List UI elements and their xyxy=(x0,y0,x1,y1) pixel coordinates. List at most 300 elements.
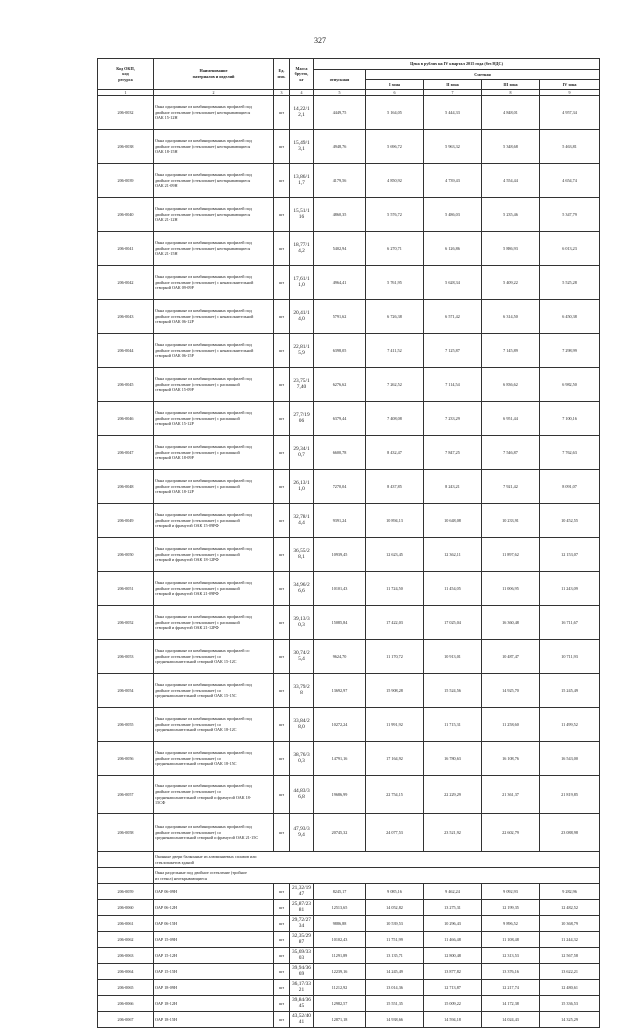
row-price-release: 4948,76 xyxy=(314,130,366,164)
table-row xyxy=(98,470,600,504)
row-price-zone-2: 5 963,32 xyxy=(424,130,482,164)
row-price-zone-4: 9 282,96 xyxy=(540,884,600,900)
row-price-zone-3: 5 886,93 xyxy=(482,232,540,266)
row-name-line: Окна однорамные из комбинированных профилей под xyxy=(155,376,252,382)
page-number: 327 xyxy=(314,36,326,45)
row-price-zone-2: 11 454,05 xyxy=(424,572,482,606)
row-unit: шт xyxy=(274,368,290,402)
header-unit: Ед. xyxy=(278,68,285,74)
row-name-line: двойное остекление (стеклопакет) со xyxy=(155,687,222,693)
header-name-2: материалов и изделий xyxy=(192,74,235,79)
table-row xyxy=(98,96,600,130)
row-price-zone-1: 14 245,49 xyxy=(366,964,424,980)
row-price-zone-2: 7 114,54 xyxy=(424,368,482,402)
row-price-release: 10101,43 xyxy=(314,572,366,606)
row-name-line: средненаполнительной створкой и фрамугой ОАК 18- xyxy=(155,794,252,800)
row-name-line: средненаполнительной створкой ОАК 18-15С xyxy=(155,761,237,767)
row-mass-line: 14,22/1 xyxy=(293,105,310,112)
row-price-zone-2: 15 524,56 xyxy=(424,674,482,708)
row-price-release: 7270,04 xyxy=(314,470,366,504)
row-name-line: двойное остекление (стеклопакет) неоткрывающиеся xyxy=(155,143,251,149)
row-price-zone-4: 13 622,21 xyxy=(540,964,600,980)
row-price-zone-2: 7 847,25 xyxy=(424,436,482,470)
table-row xyxy=(98,334,600,368)
row-code: 206-0049 xyxy=(98,504,154,538)
row-unit: шт xyxy=(274,916,290,932)
row-price-zone-1: 17 422,03 xyxy=(366,606,424,640)
row-unit: шт xyxy=(274,436,290,470)
table-row xyxy=(98,538,600,572)
row-name-line: ОАК 18-15Н xyxy=(155,149,178,155)
row-price-zone-3: 14 925,70 xyxy=(482,674,540,708)
row-price-zone-2: 6 571,42 xyxy=(424,300,482,334)
row-mass-line: 5,4 xyxy=(298,655,305,662)
row-name xyxy=(154,640,274,674)
row-price-release: 8245,17 xyxy=(314,884,366,900)
row-price-zone-2: 23 521,92 xyxy=(424,814,482,852)
row-price-zone-1: 6 726,38 xyxy=(366,300,424,334)
row-price-zone-4: 7 100,16 xyxy=(540,402,600,436)
row-mass-line: 5,9 xyxy=(298,349,305,356)
table-row xyxy=(98,948,600,964)
row-code: 206-0048 xyxy=(98,470,154,504)
row-unit: шт xyxy=(274,198,290,232)
row-name-line: двойное остекление (стеклопакет) неоткрывающиеся xyxy=(155,109,251,115)
row-mass xyxy=(290,572,314,606)
table-row xyxy=(98,300,600,334)
row-price-zone-2: 9 462,24 xyxy=(424,884,482,900)
row-name-line: двойное остекление (стеклопакет) со xyxy=(155,721,222,727)
section-line: стеклопакетов зданий xyxy=(155,859,194,865)
row-name-line: створкой ОАК 18-12Р xyxy=(155,489,194,495)
row-name-line: Окна однорамные из комбинированных профилей под xyxy=(155,478,252,484)
row-price-zone-2: 13 877,82 xyxy=(424,964,482,980)
row-price-zone-3: 6 314,50 xyxy=(482,300,540,334)
row-name-line: Окна однорамные из комбинированных профилей под xyxy=(155,172,252,178)
row-price-zone-3: 16 108,76 xyxy=(482,742,540,776)
row-code: 206-0058 xyxy=(98,814,154,852)
row-code: 206-0067 xyxy=(98,1012,154,1028)
row-mass-line: 4,2 xyxy=(298,247,305,254)
row-price-release: 12239,16 xyxy=(314,964,366,980)
header-mass-2: брутто, xyxy=(294,71,309,77)
row-price-zone-1: 13 135,71 xyxy=(366,948,424,964)
table-row xyxy=(98,130,600,164)
row-unit: шт xyxy=(274,232,290,266)
row-code: 206-0057 xyxy=(98,776,154,814)
row-mass xyxy=(290,266,314,300)
row-price-zone-1: 7 262,52 xyxy=(366,368,424,402)
row-mass-line: 21 xyxy=(298,986,305,993)
table-row xyxy=(98,884,600,900)
row-mass xyxy=(290,884,314,900)
row-price-zone-1: 6 270,71 xyxy=(366,232,424,266)
header-code: Код ОКП, xyxy=(116,65,135,71)
table-row xyxy=(98,674,600,708)
row-price-zone-4: 6 013,23 xyxy=(540,232,600,266)
row-price-zone-3: 11 006,95 xyxy=(482,572,540,606)
row-name-line: створкой ОАК 15-12Р xyxy=(155,421,194,427)
row-name-line: Окна однорамные из комбинированных профилей под xyxy=(155,138,252,144)
row-mass xyxy=(290,334,314,368)
colnum: 1 xyxy=(98,90,154,96)
row-name xyxy=(154,368,274,402)
row-price-zone-2: 15 009,22 xyxy=(424,996,482,1012)
row-code: 206-0054 xyxy=(98,674,154,708)
table-row xyxy=(98,266,600,300)
row-name-line: двойное остекление (стеклопакет) с распашной xyxy=(155,415,240,421)
row-mass-line: 4,0 xyxy=(298,315,305,322)
row-mass-line: 4,4 xyxy=(298,519,305,526)
row-price-release: 10272,24 xyxy=(314,708,366,742)
row-price-zone-4: 15 245,49 xyxy=(540,674,600,708)
table-row xyxy=(98,776,600,814)
row-price-zone-3: 7 546,87 xyxy=(482,436,540,470)
row-price-zone-1: 8 432,47 xyxy=(366,436,424,470)
row-price-zone-3: 14 172,38 xyxy=(482,996,540,1012)
row-mass xyxy=(290,130,314,164)
row-code: 206-0047 xyxy=(98,436,154,470)
header-name: Наименование xyxy=(199,68,228,74)
row-name-line: двойное остекление (стеклопакет) с распашной xyxy=(155,619,240,625)
row-price-zone-3: 22 602,79 xyxy=(482,814,540,852)
row-mass-line: 44,83/3 xyxy=(293,787,310,794)
row-name: ОАР 06-09Н xyxy=(154,884,274,900)
row-price-zone-3: 21 361,37 xyxy=(482,776,540,814)
row-mass-line: 29,34/1 xyxy=(293,445,310,452)
header-code-3: ресурса xyxy=(118,76,133,82)
row-mass-line: 6,8 xyxy=(298,793,305,800)
header-estimate: Сметная xyxy=(366,70,600,80)
row-price-zone-1: 11 751,99 xyxy=(366,932,424,948)
row-unit: шт xyxy=(274,164,290,198)
row-price-zone-1: 13 014,36 xyxy=(366,980,424,996)
section-line: Окна раздельные под двойное остекление (тройное xyxy=(155,869,247,875)
row-price-zone-3: 9 896,52 xyxy=(482,916,540,932)
colnum: 4 xyxy=(290,90,314,96)
row-name-line: створкой и фрамугой ОАК 21-09РФ xyxy=(155,591,219,597)
row-mass-line: 30,74/2 xyxy=(293,649,310,656)
row-name xyxy=(154,334,274,368)
row-mass-line: 18,77/1 xyxy=(293,241,310,248)
row-price-zone-4: 11 499,52 xyxy=(540,708,600,742)
row-price-zone-3: 6 951,44 xyxy=(482,402,540,436)
row-name xyxy=(154,708,274,742)
row-price-zone-4: 11 244,32 xyxy=(540,932,600,948)
row-name-line: Окна однорамные из комбинированных профилей под xyxy=(155,783,252,789)
row-mass-line: 36,17/33 xyxy=(291,980,312,987)
row-code: 206-0042 xyxy=(98,266,154,300)
row-mass-line: 69 xyxy=(298,970,305,977)
row-price-release: 20745,32 xyxy=(314,814,366,852)
row-code: 206-0045 xyxy=(98,368,154,402)
row-price-zone-1: 14 938,66 xyxy=(366,1012,424,1028)
row-name-line: Окна однорамные из комбинированных профилей под xyxy=(155,716,252,722)
row-mass xyxy=(290,538,314,572)
row-mass xyxy=(290,504,314,538)
row-code: 206-0061 xyxy=(98,916,154,932)
table-row xyxy=(98,742,600,776)
row-mass xyxy=(290,402,314,436)
row-name xyxy=(154,674,274,708)
row-code: 206-0052 xyxy=(98,606,154,640)
table-row xyxy=(98,814,600,852)
row-mass-line: 27,7/19 xyxy=(293,411,310,418)
row-name-line: створкой и фрамугой ОАК 15-09РФ xyxy=(155,523,219,529)
row-price-release: 5402,94 xyxy=(314,232,366,266)
row-mass-line: 25,87/23 xyxy=(291,900,312,907)
table-row xyxy=(98,606,600,640)
table-row xyxy=(98,640,600,674)
table-row xyxy=(98,572,600,606)
row-name xyxy=(154,470,274,504)
row-mass xyxy=(290,640,314,674)
row-price-zone-4: 14 325,29 xyxy=(540,1012,600,1028)
section-title xyxy=(154,852,600,868)
row-mass-line: 16 xyxy=(298,213,305,220)
row-mass xyxy=(290,470,314,504)
row-price-zone-2: 10 648,08 xyxy=(424,504,482,538)
row-code: 206-0066 xyxy=(98,996,154,1012)
row-mass-line: 41 xyxy=(298,1018,305,1025)
row-price-zone-1: 5 761,95 xyxy=(366,266,424,300)
row-mass-line: 23,75/1 xyxy=(293,377,310,384)
row-price-release: 13692,97 xyxy=(314,674,366,708)
row-price-release: 12982,57 xyxy=(314,996,366,1012)
header-mass: Масса xyxy=(295,65,308,71)
row-price-zone-2: 7 125,87 xyxy=(424,334,482,368)
row-unit: шт xyxy=(274,96,290,130)
row-unit: шт xyxy=(274,742,290,776)
row-price-zone-2: 17 025,04 xyxy=(424,606,482,640)
table-row xyxy=(98,504,600,538)
row-mass-line: 8,1 xyxy=(298,553,305,560)
row-mass-line: 20,41/1 xyxy=(293,309,310,316)
row-name xyxy=(154,232,274,266)
row-name-line: двойное остекление (стеклопакет) со xyxy=(155,653,222,659)
table-row xyxy=(98,436,600,470)
table-row xyxy=(98,232,600,266)
row-name-line: Окна однорамные из комбинированных профилей со xyxy=(155,648,250,654)
row-code: 206-0055 xyxy=(98,708,154,742)
colnum: 9 xyxy=(540,90,600,96)
row-price-release: 9886,88 xyxy=(314,916,366,932)
row-mass xyxy=(290,368,314,402)
row-name xyxy=(154,776,274,814)
row-price-release: 4860,35 xyxy=(314,198,366,232)
row-mass xyxy=(290,742,314,776)
row-price-zone-2: 10 913,01 xyxy=(424,640,482,674)
row-mass-line: 35,69/33 xyxy=(291,948,312,955)
row-price-zone-1: 15 908,28 xyxy=(366,674,424,708)
row-name-line: Окна однорамные из комбинированных профилей под xyxy=(155,240,252,246)
row-mass-line: 9,4 xyxy=(298,831,305,838)
colnum: 6 xyxy=(366,90,424,96)
header-unit-2: изм. xyxy=(277,74,286,79)
row-price-zone-3: 6 836,62 xyxy=(482,368,540,402)
table-body-windows-a xyxy=(98,96,600,504)
row-name-line: створкой и фрамугой ОАК 18-12РФ xyxy=(155,557,219,563)
row-mass xyxy=(290,996,314,1012)
row-name: ОАР 06-12Н xyxy=(154,900,274,916)
row-price-zone-4: 16 543,00 xyxy=(540,742,600,776)
row-code: 206-0032 xyxy=(98,96,154,130)
row-price-zone-3: 13 376,16 xyxy=(482,964,540,980)
row-mass xyxy=(290,96,314,130)
row-name-line: двойное остекление (стеклопакет) с распашной xyxy=(155,449,240,455)
row-price-zone-4: 12 480,61 xyxy=(540,980,600,996)
row-price-zone-2: 8 243,21 xyxy=(424,470,482,504)
row-name-line: двойное остекление (стеклопакет) неоткрывающиеся xyxy=(155,245,251,251)
row-name: ОАР 18-09Н xyxy=(154,980,274,996)
row-price-zone-3: 12 217,74 xyxy=(482,980,540,996)
row-mass-line: 81 xyxy=(298,906,305,913)
header-zone-2: II зона xyxy=(424,80,482,90)
table-row xyxy=(98,708,600,742)
row-price-zone-2: 16 780,63 xyxy=(424,742,482,776)
row-price-zone-3: 11 897,62 xyxy=(482,538,540,572)
price-table xyxy=(97,58,600,1028)
row-mass-line: 7,40 xyxy=(296,383,307,390)
row-unit: шт xyxy=(274,300,290,334)
table-header-row xyxy=(98,59,600,70)
row-price-zone-4: 10 452,55 xyxy=(540,504,600,538)
row-price-zone-2: 14 594,18 xyxy=(424,1012,482,1028)
row-price-zone-1: 11 170,72 xyxy=(366,640,424,674)
row-price-zone-2: 22 229,29 xyxy=(424,776,482,814)
row-mass-line: 1,0 xyxy=(298,485,305,492)
row-price-zone-4: 6 982,50 xyxy=(540,368,600,402)
row-mass-line: 47,93/3 xyxy=(293,825,310,832)
row-mass xyxy=(290,708,314,742)
row-mass xyxy=(290,776,314,814)
row-price-zone-4: 12 153,07 xyxy=(540,538,600,572)
row-code: 206-0060 xyxy=(98,900,154,916)
row-price-zone-1: 22 754,15 xyxy=(366,776,424,814)
row-name: ОАР 18-12Н xyxy=(154,996,274,1012)
row-unit: шт xyxy=(274,504,290,538)
row-price-zone-2: 12 800,48 xyxy=(424,948,482,964)
row-unit: шт xyxy=(274,884,290,900)
row-name-line: Окна однорамные из комбинированных профилей под xyxy=(155,206,252,212)
row-price-zone-1: 14 052,82 xyxy=(366,900,424,916)
row-name-line: створкой ОАК 15-09Р xyxy=(155,387,194,393)
row-price-zone-3: 5 348,68 xyxy=(482,130,540,164)
row-code: 206-0051 xyxy=(98,572,154,606)
header-price: Цена в рублях на IV квартал 2015 года (без НДС) xyxy=(314,59,600,70)
row-price-release: 6379,44 xyxy=(314,402,366,436)
row-name-line: створкой ОАК 06-12Р xyxy=(155,319,194,325)
header-zone-4: IV зона xyxy=(540,80,600,90)
row-name-line: двойное остекление (стеклопакет) с ненаполнительной xyxy=(155,313,254,319)
row-price-release: 19686,99 xyxy=(314,776,366,814)
colnum: 2 xyxy=(154,90,274,96)
row-price-zone-2: 11 715,31 xyxy=(424,708,482,742)
row-price-zone-4: 15 336,53 xyxy=(540,996,600,1012)
row-price-zone-4: 7 298,99 xyxy=(540,334,600,368)
row-price-zone-3: 9 092,93 xyxy=(482,884,540,900)
table-section xyxy=(98,852,600,884)
row-mass-line: 34,96/2 xyxy=(293,581,310,588)
row-mass xyxy=(290,1012,314,1028)
row-mass-line: 0,3 xyxy=(298,757,305,764)
row-name xyxy=(154,198,274,232)
row-mass-line: 22,81/1 xyxy=(293,343,310,350)
table-row xyxy=(98,996,600,1012)
table-row xyxy=(98,900,600,916)
row-name xyxy=(154,402,274,436)
header-zone-3: III зона xyxy=(482,80,540,90)
row-mass xyxy=(290,964,314,980)
row-price-zone-1: 11 991,92 xyxy=(366,708,424,742)
row-code: 206-0043 xyxy=(98,300,154,334)
row-mass-line: 6,6 xyxy=(298,587,305,594)
table-row xyxy=(98,164,600,198)
row-name-line: двойное остекление (стеклопакет) с распашной xyxy=(155,381,240,387)
row-unit: шт xyxy=(274,130,290,164)
row-price-release: 4964,41 xyxy=(314,266,366,300)
row-name xyxy=(154,164,274,198)
row-price-zone-4: 21 819,85 xyxy=(540,776,600,814)
row-mass-line: 39,94/36 xyxy=(291,964,312,971)
row-price-release: 6600,78 xyxy=(314,436,366,470)
row-price-zone-1: 5 576,72 xyxy=(366,198,424,232)
row-name-line: двойное остекление (стеклопакет) с ненаполнительной xyxy=(155,347,254,353)
row-code: 206-0050 xyxy=(98,538,154,572)
row-price-zone-3: 16 360,48 xyxy=(482,606,540,640)
row-price-release: 9391,24 xyxy=(314,504,366,538)
row-code: 206-0044 xyxy=(98,334,154,368)
row-price-zone-1: 5 696,72 xyxy=(366,130,424,164)
row-mass xyxy=(290,932,314,948)
row-mass-line: 39,84/36 xyxy=(291,996,312,1003)
row-name xyxy=(154,606,274,640)
header-release: отпускная xyxy=(314,70,366,90)
row-price-zone-1: 24 077,53 xyxy=(366,814,424,852)
row-unit: шт xyxy=(274,334,290,368)
row-price-zone-3: 11 108,48 xyxy=(482,932,540,948)
row-price-zone-3: 12 313,53 xyxy=(482,948,540,964)
row-name-line: Окна однорамные из комбинированных профилей под xyxy=(155,410,252,416)
row-unit: шт xyxy=(274,980,290,996)
row-name-line: двойное остекление (стеклопакет) с распашной xyxy=(155,517,240,523)
row-name-line: Окна однорамные из комбинированных профилей под xyxy=(155,308,252,314)
row-mass xyxy=(290,674,314,708)
row-unit: шт xyxy=(274,402,290,436)
table-body-windows-b xyxy=(98,504,600,852)
row-price-zone-3: 7 921,42 xyxy=(482,470,540,504)
row-code: 206-0065 xyxy=(98,980,154,996)
row-mass-line: 0,7 xyxy=(298,451,305,458)
row-name-line: Окна однорамные из комбинированных профилей под xyxy=(155,274,252,280)
row-mass xyxy=(290,300,314,334)
row-name xyxy=(154,436,274,470)
row-price-zone-1: 4 850,92 xyxy=(366,164,424,198)
row-price-zone-2: 7 233,29 xyxy=(424,402,482,436)
row-price-zone-1: 11 724,50 xyxy=(366,572,424,606)
row-mass-line: 32,35/29 xyxy=(291,932,312,939)
row-name-line: Окна однорамные из комбинированных профилей под xyxy=(155,750,252,756)
row-price-zone-4: 5 525,28 xyxy=(540,266,600,300)
row-price-zone-4: 4 957,34 xyxy=(540,96,600,130)
row-mass-line: 13,86/1 xyxy=(293,173,310,180)
row-name-line: средненаполнительной створкой ОАК 15-12С xyxy=(155,659,237,665)
row-name-line: Окна однорамные из комбинированных профилей под xyxy=(155,614,252,620)
row-name-line: ОАК 21-12Н xyxy=(155,217,178,223)
row-code: 206-0063 xyxy=(98,948,154,964)
row-name-line: двойное остекление (стеклопакет) с ненаполнительной xyxy=(155,279,254,285)
row-mass xyxy=(290,198,314,232)
